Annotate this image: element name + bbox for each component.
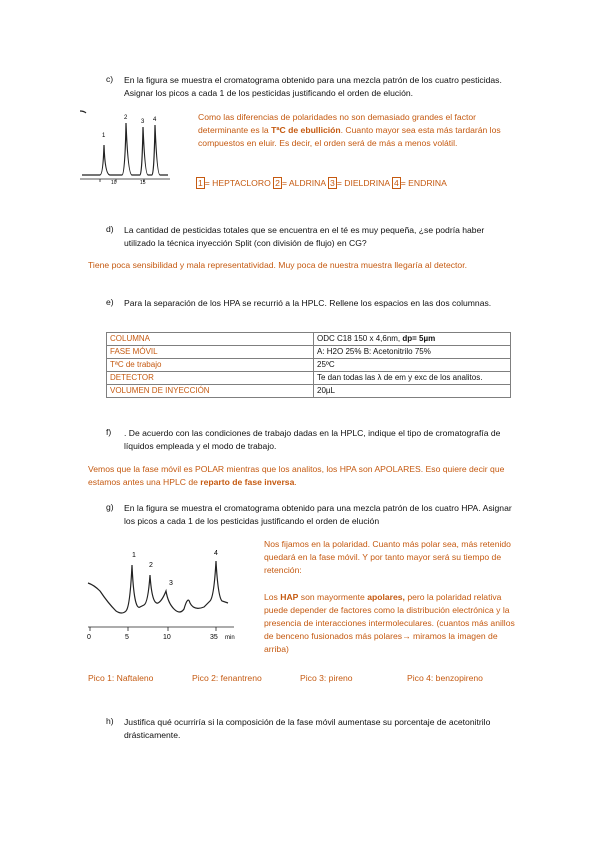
question-f-text: . De acuerdo con las condiciones de trabajo dadas en la HPLC, indique el tipo de cromatografía de líquidos empleada y el modo de trabajo. xyxy=(124,428,501,451)
question-f-letter: f) xyxy=(106,427,112,437)
chart-g-peak-3: 3 xyxy=(169,580,173,587)
chart-c-peak-2: 2 xyxy=(124,115,128,121)
question-h-text: Justifica qué ocurriría si la composición de la fase móvil aumentase su porcentaje de acetonitrilo drásticamente. xyxy=(124,717,491,740)
table-row: TªC de trabajo 25ºC xyxy=(107,359,511,372)
question-e-letter: e) xyxy=(106,297,114,307)
chart-g-peak-1: 1 xyxy=(132,552,136,559)
peak-c-num: 3 xyxy=(330,178,335,188)
question-g-letter: g) xyxy=(106,502,114,512)
question-c-letter: c) xyxy=(106,74,114,84)
peak-g-2: Pico 2: fenantreno xyxy=(192,673,262,683)
chart-g-axis-10: 10 xyxy=(163,634,171,641)
chart-g-peak-2: 2 xyxy=(149,562,153,569)
question-c-text: En la figura se muestra el cromatograma obtenido para una mezcla patrón de los cuatro pesticidas. Asignar los picos a cada 1 de los pesticidas justificando el orden de elución. xyxy=(124,75,502,98)
answer-c: Como las diferencias de polaridades no son demasiado grandes el factor determinante es la TªC de ebullición. Cuanto mayor sea esta más tardarán los compuestos en eluir. Es decir, el orden será de más a menos volátil. xyxy=(198,112,501,148)
chart-g-axis-unit: min xyxy=(225,635,235,641)
chart-g-axis-5: 5 xyxy=(125,634,129,641)
chart-c-peak-4: 4 xyxy=(153,117,157,123)
chart-c-axis-15: 15 xyxy=(140,180,146,185)
answer-g-1: Nos fijamos en la polaridad. Cuanto más polar sea, más retenido quedará en la fase móvil. Y por tanto mayor será su tiempo de retención: xyxy=(264,539,511,575)
chart-g-axis-0: 0 xyxy=(87,634,91,641)
hpa-chromatogram xyxy=(84,545,264,645)
peak-c-num: 4 xyxy=(394,178,399,188)
chart-c-axis-10: 10 xyxy=(111,180,117,185)
answer-g-2: Los HAP son mayormente apolares, pero la polaridad relativa puede depender de factores como la distribución electrónica y la presencia de interacciones intermoleculares. (cuantos más anillos de benceno fusionados más polares→ miramos la imagen de arriba) xyxy=(264,592,515,654)
question-h-letter: h) xyxy=(106,716,114,726)
table-row: VOLUMEN DE INYECCIÓN 20µL xyxy=(107,385,511,398)
table-row: DETECTOR Te dan todas las λ de em y exc de los analitos. xyxy=(107,372,511,385)
chart-c-peak-1: 1 xyxy=(102,133,106,139)
chart-g-peak-4: 4 xyxy=(214,550,218,557)
answer-f: Vemos que la fase móvil es POLAR mientras que los analitos, los HPA son APOLARES. Eso quiere decir que estamos antes una HPLC de reparto de fase inversa. xyxy=(88,464,505,487)
answer-d: Tiene poca sensibilidad y mala representatividad. Muy poca de nuestra muestra llegaría al detector. xyxy=(88,260,467,270)
chart-g-axis-35: 35 xyxy=(210,634,218,641)
table-row: FASE MÓVIL A: H2O 25% B: Acetonitrilo 75% xyxy=(107,346,511,359)
peak-c-num: 2 xyxy=(275,178,280,188)
peak-g-1: Pico 1: Naftaleno xyxy=(88,673,154,683)
question-e-text: Para la separación de los HPA se recurrió a la HPLC. Rellene los espacios en las dos columnas. xyxy=(124,298,492,308)
peak-g-4: Pico 4: benzopireno xyxy=(407,673,483,683)
question-g-text: En la figura se muestra el cromatograma obtenido para una mezcla patrón de los cuatro HPA. Asignar los picos a cada 1 de los pesticidas justificando el orden de elución xyxy=(124,503,512,526)
table-row: COLUMNA ODC C18 150 x 4,6nm, dp= 5µm xyxy=(107,333,511,346)
hplc-conditions-table xyxy=(106,332,511,398)
peak-c-num: 1 xyxy=(198,178,203,188)
question-d-text: La cantidad de pesticidas totales que se encuentra en el té es muy pequeña, ¿se podría haber utilizado la técnica inyección Split (con división de flujo) en CG? xyxy=(124,225,485,248)
pesticide-chromatogram xyxy=(78,105,198,185)
question-d-letter: d) xyxy=(106,224,114,234)
peak-g-3: Pico 3: pireno xyxy=(300,673,353,683)
answer-c-peaks: 1 = HEPTACLORO 2 = ALDRINA 3 = DIELDRINA 4 = ENDRINA xyxy=(198,178,447,188)
chart-c-peak-3: 3 xyxy=(141,119,145,125)
